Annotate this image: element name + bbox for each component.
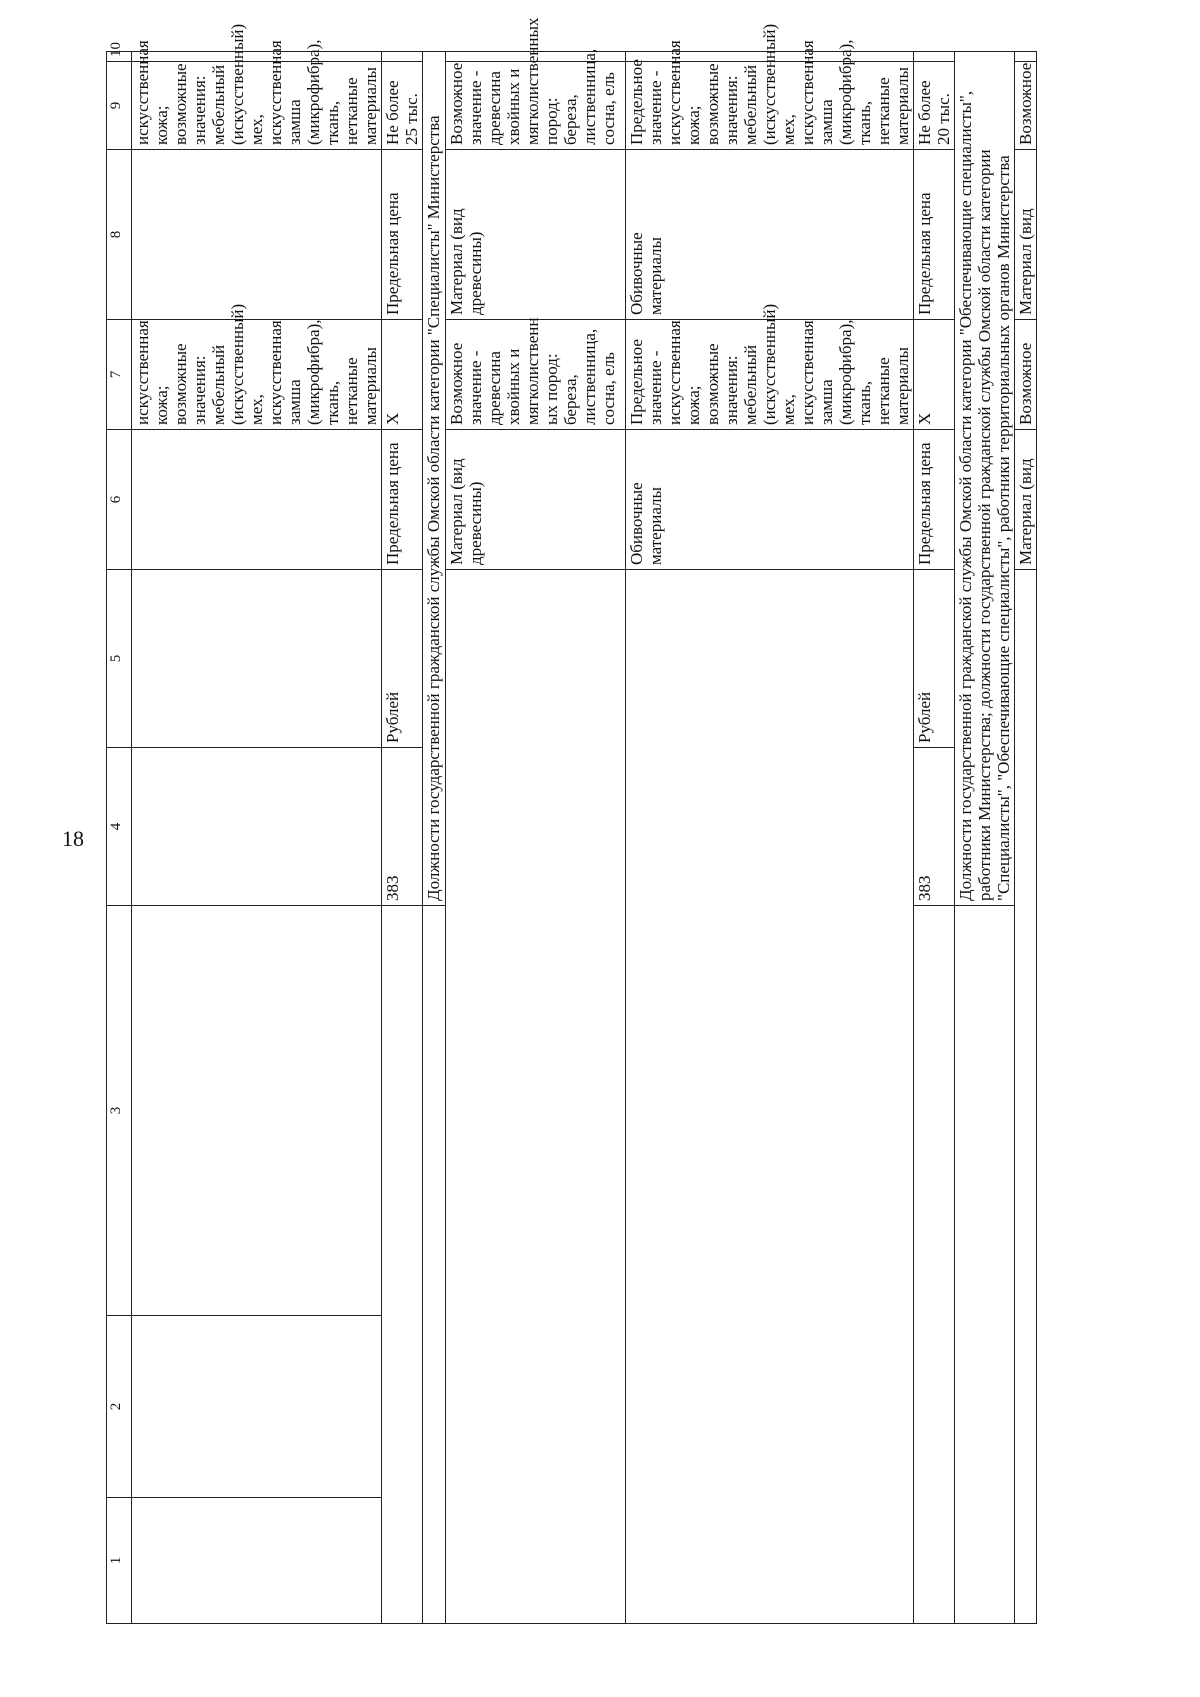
col-num: 10 [107,52,132,62]
cell-c7: X [913,320,954,430]
characteristics-table [106,17,1037,1624]
col-num: 4 [107,748,132,906]
cell-c4: 383 [382,748,423,906]
section-heading: Должности государственной гражданской службы Омской области категории "Специалисты" Министерства [423,52,445,906]
cell-c9: Не более 20 тыс. [913,62,954,150]
col-num: 6 [107,430,132,570]
cell-c9: Не более 25 тыс. [382,62,423,150]
cell-c6: Материал (вид древесины) [445,430,625,570]
section-row [955,52,1015,1624]
cell-c5: Рублей [913,570,954,748]
cell-c9: искусственная кожа; возможные значения: мебельный (искусственный) мех, искусственная замша (микрофибра), ткань, нетканые материалы [132,62,382,150]
cell-c9: Возможное [1015,62,1037,150]
cell-c6: Материал (вид [1015,430,1037,570]
cell-c7: X [382,320,423,430]
col-num: 1 [107,1498,132,1624]
col-num: 8 [107,150,132,320]
table-row [625,52,913,1624]
cell-c8: Обивочные материалы [625,150,913,320]
cell-c5: Рублей [382,570,423,748]
table-row [382,52,423,1624]
cell-c7: Предельное значение - искусственная кожа; возможные значения: мебельный (искусственный) мех, искусственная замша (микрофибра), ткань, нетканые материалы [625,320,913,430]
table-row [445,52,625,1624]
section-heading: Должности государственной гражданской службы Омской области категории "Обеспечивающие специалисты", работники Министерства; должности государственной гражданской службы Омской области категории "Специалисты", "Обеспечивающие специалисты", работники территориальных органов Министерства [955,52,1015,906]
cell-c9: Предельное значение - искусственная кожа; возможные значения: мебельный (искусственный) мех, искусственная замша (микрофибра), ткань, нетканые материалы [625,62,913,150]
cell-c7: Возможное [1015,320,1037,430]
table-row [913,52,954,1624]
column-number-row [107,52,132,1624]
cell-c4: 383 [913,748,954,906]
cell-c8: Предельная цена [913,150,954,320]
cell-c8: Предельная цена [382,150,423,320]
cell-c6: Обивочные материалы [625,430,913,570]
cell-c9: Возможное значение - древесина хвойных и мягколиственных пород: береза, лиственница, сосна, ель [445,62,625,150]
cell-c7: Возможное значение - древесина хвойных и мягколиственн ых пород: береза, лиственница, сосна, ель [445,320,625,430]
cell-c8: Материал (вид древесины) [445,150,625,320]
col-num: 3 [107,906,132,1316]
table-row [1015,52,1037,1624]
col-num: 5 [107,570,132,748]
rotated-table-container [106,17,1166,1624]
col-num: 9 [107,62,132,150]
table-row [132,52,382,1624]
section-row [423,52,445,1624]
cell-c6: Предельная цена [913,430,954,570]
page-number: 18 [62,826,84,851]
cell-c6: Предельная цена [382,430,423,570]
cell-c7: искусственная кожа; возможные значения: мебельный (искусственный) мех, искусственная замша (микрофибра), ткань, нетканые материалы [132,320,382,430]
cell-c8: Материал (вид [1015,150,1037,320]
col-num: 7 [107,320,132,430]
col-num: 2 [107,1316,132,1498]
